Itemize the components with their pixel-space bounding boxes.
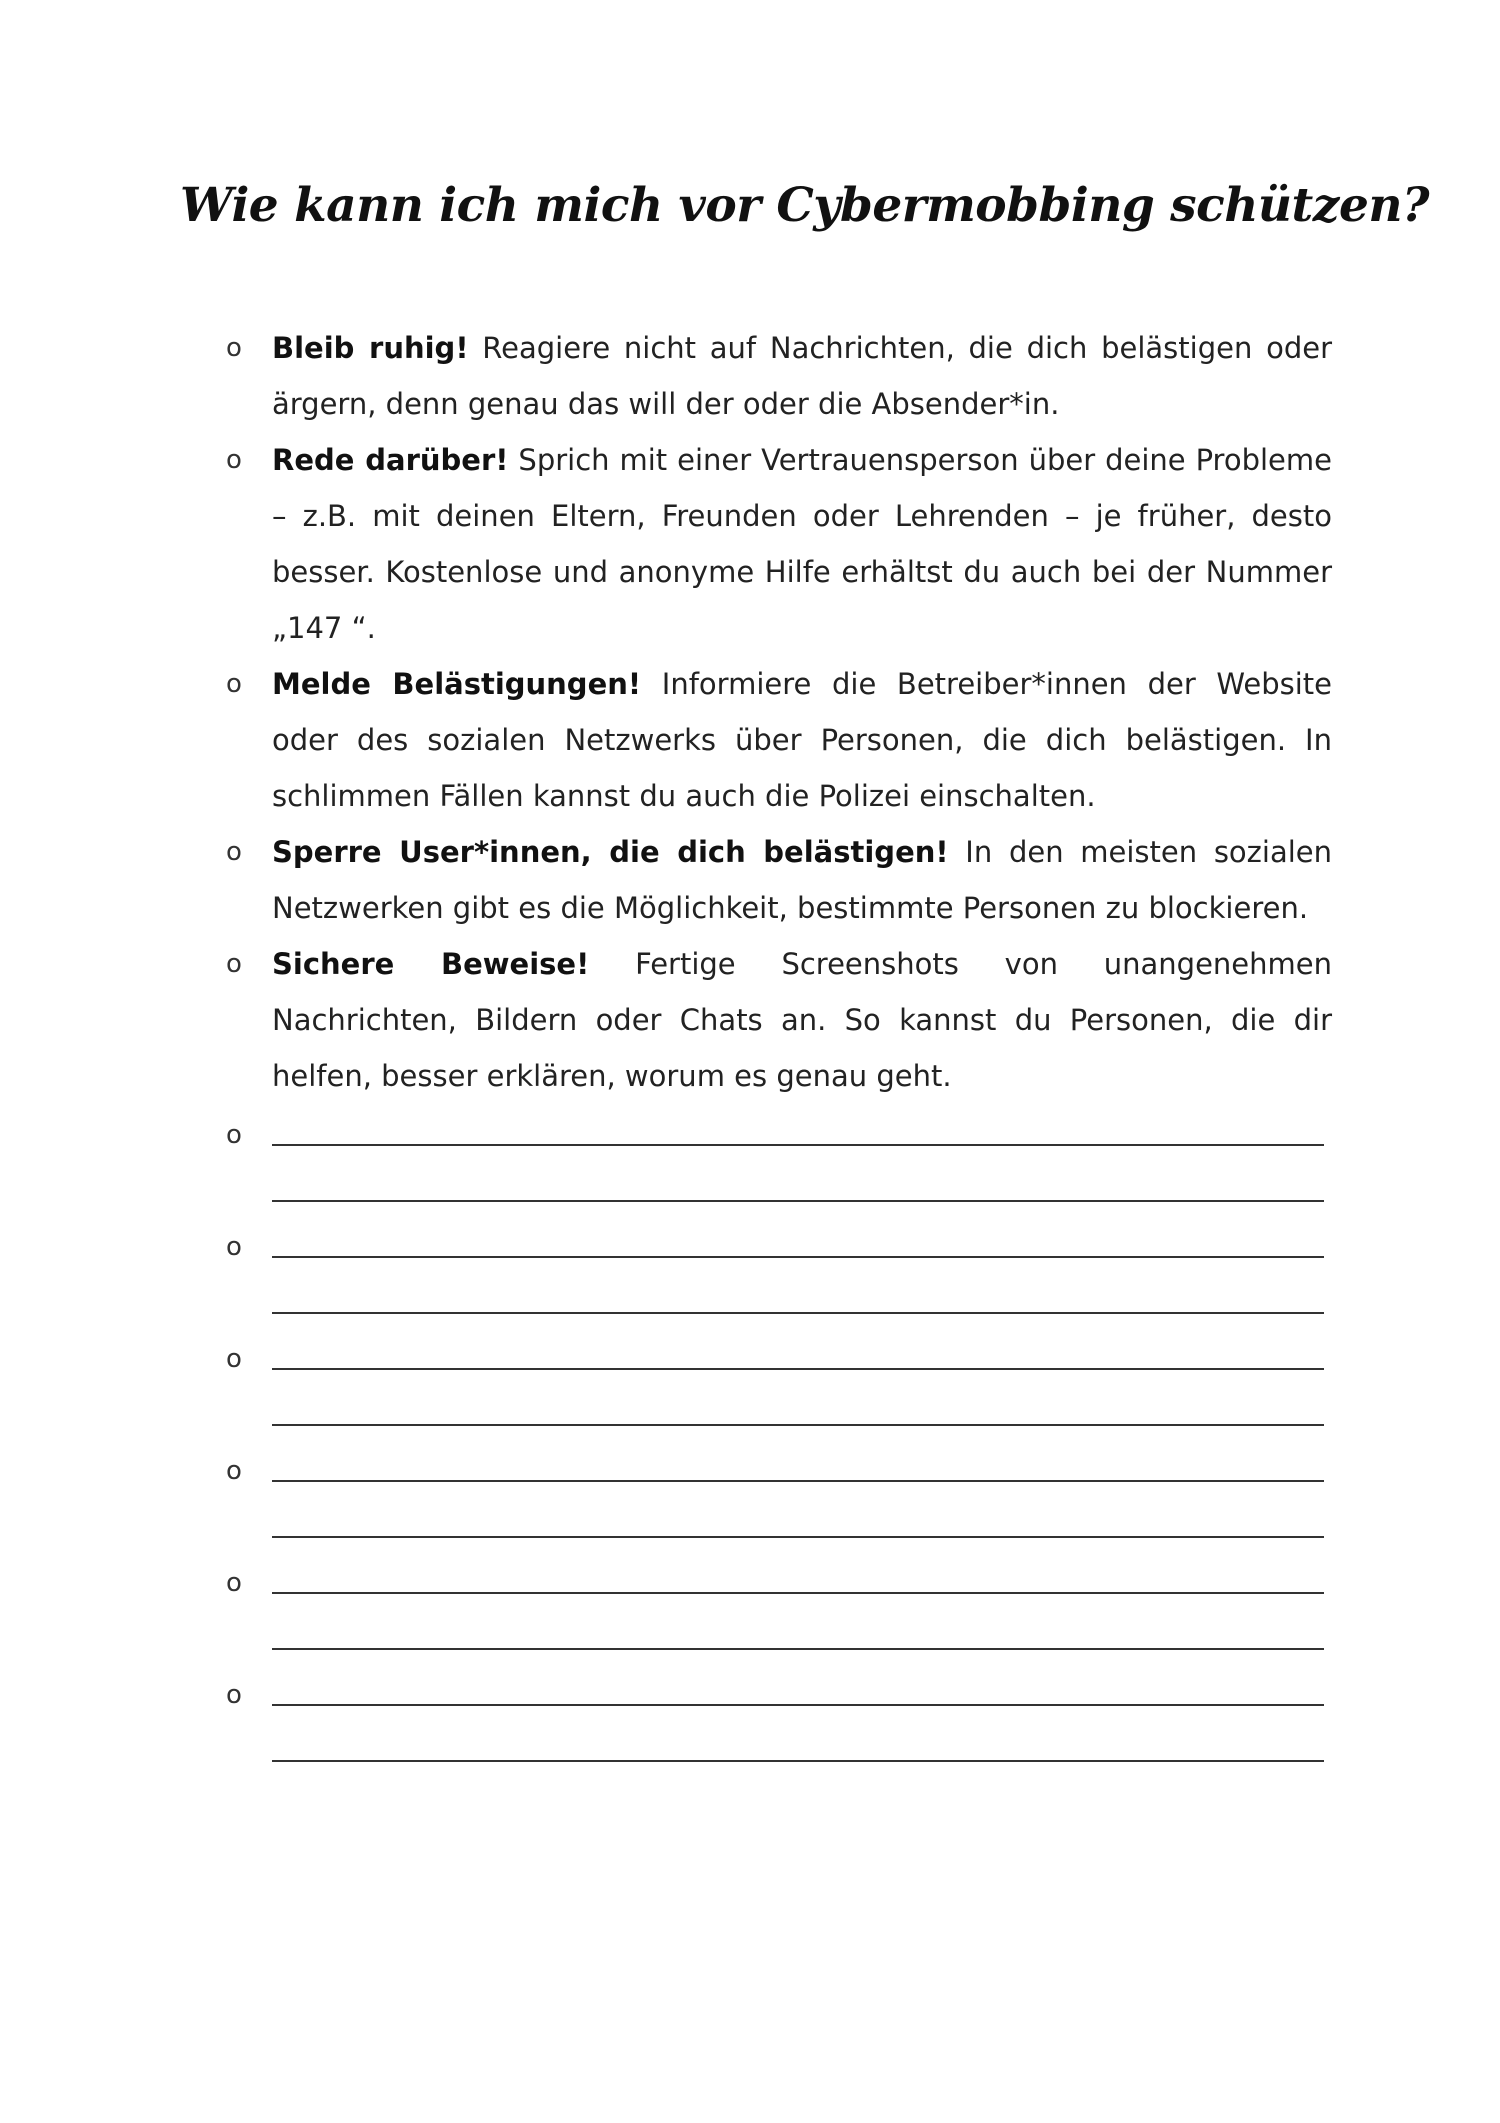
answer-line[interactable] bbox=[272, 1648, 1324, 1650]
tip-body: Reagiere nicht auf Nachrichten, die dich belästigen oder ärgern, denn genau das will der oder die Absender*in. bbox=[272, 331, 1332, 421]
answer-line[interactable] bbox=[272, 1144, 1324, 1146]
tip-text bbox=[272, 936, 1332, 1104]
answer-line[interactable] bbox=[272, 1592, 1324, 1594]
bullet-icon: o bbox=[226, 1680, 242, 1710]
tip-lead: Sperre User*innen, die dich belästigen! bbox=[272, 835, 949, 869]
blank-answer-item bbox=[0, 1658, 1500, 1770]
bullet-icon: o bbox=[226, 333, 242, 363]
tip-lead: Rede darüber! bbox=[272, 443, 509, 477]
bullet-icon: o bbox=[226, 445, 242, 475]
answer-line[interactable] bbox=[272, 1704, 1324, 1706]
tip-text bbox=[272, 320, 1332, 432]
tip-lead: Melde Belästigungen! bbox=[272, 667, 642, 701]
blank-answer-item bbox=[0, 1210, 1500, 1322]
bullet-icon: o bbox=[226, 1120, 242, 1150]
answer-line[interactable] bbox=[272, 1368, 1324, 1370]
blank-answer-item bbox=[0, 1546, 1500, 1658]
bullet-icon: o bbox=[226, 837, 242, 867]
bullet-icon: o bbox=[226, 1344, 242, 1374]
tip-body: Informiere die Betreiber*innen der Website oder des sozialen Netzwerks über Personen, die dich belästigen. In schlimmen Fällen kannst du auch die Polizei einschalten. bbox=[272, 667, 1332, 813]
tip-text bbox=[272, 656, 1332, 824]
tip-item bbox=[0, 824, 1500, 936]
page-title: Wie kann ich mich vor Cybermobbing schützen? bbox=[180, 178, 1430, 233]
tip-item bbox=[0, 936, 1500, 1104]
answer-line[interactable] bbox=[272, 1536, 1324, 1538]
blank-answer-list bbox=[0, 1098, 1500, 1770]
answer-line[interactable] bbox=[272, 1256, 1324, 1258]
blank-answer-item bbox=[0, 1098, 1500, 1210]
tip-item bbox=[0, 320, 1500, 432]
tip-lead: Bleib ruhig! bbox=[272, 331, 469, 365]
blank-answer-item bbox=[0, 1434, 1500, 1546]
answer-line[interactable] bbox=[272, 1480, 1324, 1482]
answer-line[interactable] bbox=[272, 1312, 1324, 1314]
bullet-icon: o bbox=[226, 1456, 242, 1486]
tip-text bbox=[272, 432, 1332, 656]
tip-item bbox=[0, 656, 1500, 824]
tip-body: In den meisten sozialen Netzwerken gibt es die Möglichkeit, bestimmte Personen zu blockieren. bbox=[272, 835, 1332, 925]
answer-line[interactable] bbox=[272, 1200, 1324, 1202]
bullet-icon: o bbox=[226, 1232, 242, 1262]
bullet-icon: o bbox=[226, 949, 242, 979]
tip-body: Sprich mit einer Vertrauensperson über deine Probleme – z.B. mit deinen Eltern, Freunden oder Lehrenden – je früher, desto besser. Kostenlose und anonyme Hilfe erhältst du auch bei der Nummer „147 “. bbox=[272, 443, 1332, 645]
bullet-icon: o bbox=[226, 669, 242, 699]
tip-lead: Sichere Beweise! bbox=[272, 947, 590, 981]
tips-list bbox=[0, 320, 1500, 1104]
tip-body: Fertige Screenshots von unangenehmen Nachrichten, Bildern oder Chats an. So kannst du Personen, die dir helfen, besser erklären, worum es genau geht. bbox=[272, 947, 1332, 1093]
tip-text bbox=[272, 824, 1332, 936]
tip-item bbox=[0, 432, 1500, 656]
answer-line[interactable] bbox=[272, 1424, 1324, 1426]
answer-line[interactable] bbox=[272, 1760, 1324, 1762]
bullet-icon: o bbox=[226, 1568, 242, 1598]
blank-answer-item bbox=[0, 1322, 1500, 1434]
